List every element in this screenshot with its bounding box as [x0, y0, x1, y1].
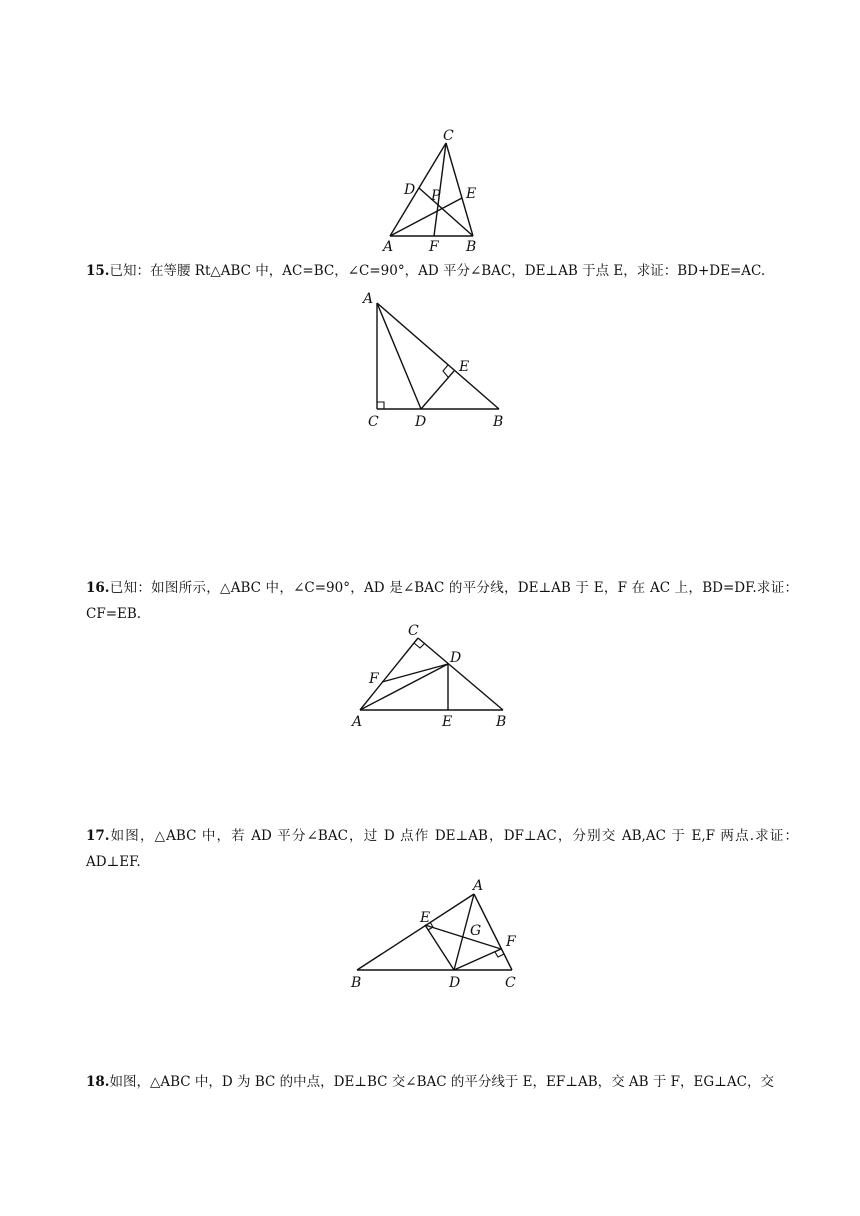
label-c: C: [368, 414, 379, 430]
right-angle-mark-c: [414, 643, 425, 648]
label-d: D: [450, 650, 462, 666]
question-15-number: 15.: [86, 263, 110, 279]
question-15: [86, 258, 798, 284]
segment-bd: [419, 188, 473, 236]
right-angle-mark-c: [377, 402, 384, 409]
question-15-text: 已知：在等腰 Rt△ABC 中，AC=BC，∠C=90°，AD 平分∠BAC，DE⊥AB 于点 E，求证：BD+DE=AC.: [109, 263, 766, 279]
segment-ef: [425, 925, 501, 949]
label-e: E: [466, 186, 477, 202]
label-f: F: [429, 239, 439, 255]
segment-de: [425, 925, 454, 970]
label-b: B: [493, 414, 504, 430]
label-f: F: [506, 934, 516, 950]
question-17-text: 如图，△ABC 中，若 AD 平分∠BAC，过 D 点作 DE⊥AB，DF⊥AC，分别交 AB,AC 于 E,F 两点.求证：AD⊥EF.: [86, 828, 798, 870]
figure-17-svg: [345, 870, 535, 995]
segment-ab: [377, 303, 499, 409]
label-f: F: [369, 671, 379, 687]
question-16-number: 16.: [86, 580, 110, 596]
question-18: [86, 1069, 798, 1095]
question-17-number: 17.: [86, 828, 110, 844]
label-c: C: [505, 975, 516, 991]
label-e: E: [420, 910, 431, 926]
figure-15: [355, 285, 525, 435]
label-g: G: [470, 923, 482, 939]
label-b: B: [466, 239, 477, 255]
figure-16: [345, 620, 525, 732]
label-e: E: [459, 359, 470, 375]
label-e: E: [442, 714, 453, 730]
figure-14-svg: [370, 125, 510, 255]
figure-15-svg: [355, 285, 525, 435]
label-b: B: [496, 714, 507, 730]
label-d: D: [404, 182, 416, 198]
question-18-text: 如图，△ABC 中，D 为 BC 的中点，DE⊥BC 交∠BAC 的平分线于 E，EF⊥AB，交 AB 于 F，EG⊥AC，交: [109, 1074, 774, 1090]
segment-fd: [382, 664, 448, 682]
right-angle-mark-e: [443, 365, 448, 377]
label-a: A: [383, 239, 394, 255]
label-c: C: [443, 128, 454, 144]
question-18-number: 18.: [86, 1074, 110, 1090]
label-d: D: [449, 975, 461, 991]
label-b: B: [351, 975, 362, 991]
figure-17: [345, 870, 535, 995]
figure-16-svg: [345, 620, 525, 732]
label-a: A: [473, 878, 484, 894]
question-17: [86, 823, 798, 875]
label-a: A: [352, 714, 363, 730]
segment-cb: [418, 638, 503, 710]
label-c: C: [408, 623, 419, 639]
label-p: P: [431, 188, 441, 204]
question-16-text: 已知：如图所示，△ABC 中，∠C=90°，AD 是∠BAC 的平分线，DE⊥AB 于 E，F 在 AC 上，BD=DF.求证：CF=EB.: [86, 580, 798, 622]
segment-df: [454, 949, 501, 970]
segment-ad: [377, 303, 421, 409]
segment-de: [421, 371, 454, 409]
label-a: A: [363, 291, 374, 307]
label-d: D: [415, 414, 427, 430]
figure-14: [370, 125, 510, 255]
